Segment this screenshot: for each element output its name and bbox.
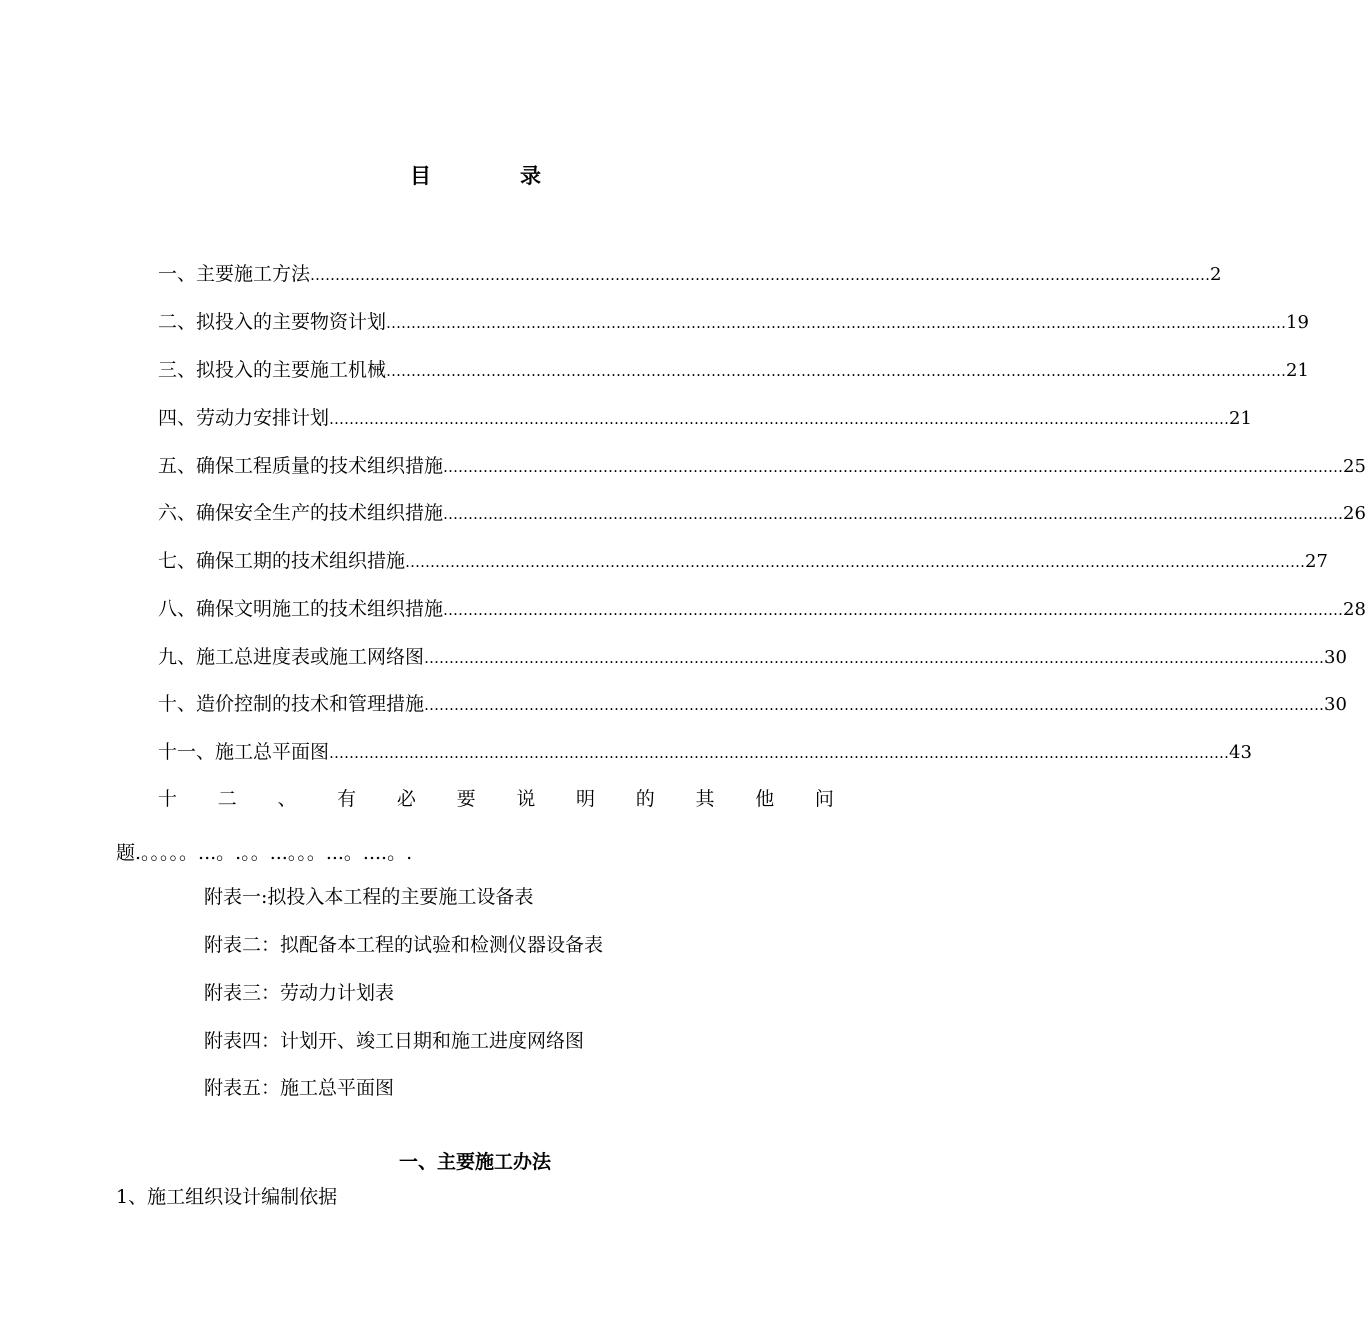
toc-entry-label: 四、劳动力安排计划: [158, 407, 330, 429]
toc-entry-page: 43: [1229, 742, 1252, 763]
toc-entry-label: 九、施工总进度表或施工网络图: [158, 646, 425, 668]
toc-entry-label: 七、确保工期的技术组织措施: [158, 550, 406, 572]
toc-entry[interactable]: [158, 737, 1252, 767]
toc-entry-12-char: 其: [695, 788, 715, 810]
toc-entry-12-char: 要: [456, 788, 476, 810]
toc-entry-label: 十、造价控制的技术和管理措施: [158, 693, 425, 715]
toc-leader-dots: ………………………………………………………………………………………………………………………………………………………………: [386, 314, 1287, 332]
toc-entry-page: 30: [1324, 694, 1347, 715]
appendix-item[interactable]: 附表三：劳动力计划表: [204, 982, 395, 1004]
toc-leader-dots: ………………………………………………………………………………………………………………………………………………………………: [443, 505, 1344, 523]
toc-title: [0, 160, 950, 192]
toc-entry-12-char: 必: [396, 788, 416, 810]
appendix-item[interactable]: 附表五：施工总平面图: [204, 1077, 395, 1099]
toc-entry-12-char: 二: [217, 788, 237, 810]
toc-entry-label: 六、确保安全生产的技术组织措施: [158, 502, 444, 524]
toc-entry-12-char: 的: [635, 788, 655, 810]
toc-entry-page: 30: [1324, 647, 1347, 668]
toc-entry[interactable]: [158, 307, 1309, 337]
toc-entry-12-char: 说: [516, 788, 536, 810]
toc-leader-dots: ………………………………………………………………………………………………………………………………………………………………: [329, 410, 1230, 428]
toc-leader-dots: ………………………………………………………………………………………………………………………………………………………………: [386, 362, 1287, 380]
toc-leader-dots: ………………………………………………………………………………………………………………………………………………………………: [405, 553, 1306, 571]
toc-entry-12-char: 十: [158, 788, 178, 810]
toc-entry-page: 21: [1286, 360, 1309, 381]
toc-entry-page: 2: [1210, 264, 1222, 285]
toc-entry[interactable]: [158, 451, 1366, 481]
toc-entry-12-char: 有: [337, 788, 357, 810]
toc-entry[interactable]: [158, 259, 1222, 289]
toc-entry[interactable]: [158, 594, 1366, 624]
toc-entry-page: 21: [1229, 408, 1252, 429]
toc-entry[interactable]: [158, 642, 1347, 672]
toc-entry-12[interactable]: [158, 784, 834, 814]
toc-leader-dots: ………………………………………………………………………………………………………………………………………………………………: [310, 266, 1211, 284]
toc-entry-12-continuation: 题.。。。。。...。.。。...。。。...。....。.: [116, 842, 413, 864]
toc-entry[interactable]: [158, 403, 1252, 433]
toc-entry[interactable]: [158, 355, 1309, 385]
toc-leader-dots: ………………………………………………………………………………………………………………………………………………………………: [329, 744, 1230, 762]
toc-entry-page: 28: [1343, 599, 1366, 620]
sub-heading: 1、施工组织设计编制依据: [116, 1186, 338, 1208]
appendix-item[interactable]: 附表二：拟配备本工程的试验和检测仪器设备表: [204, 934, 604, 956]
appendix-item[interactable]: 附表一:拟投入本工程的主要施工设备表: [204, 886, 534, 908]
toc-title-char-2: 录: [520, 163, 541, 188]
toc-entry-label: 三、拟投入的主要施工机械: [158, 359, 387, 381]
section-heading: 一、主要施工办法: [398, 1151, 551, 1173]
toc-entry-page: 27: [1305, 551, 1328, 572]
toc-entry[interactable]: [158, 546, 1328, 576]
toc-entry-label: 一、主要施工方法: [158, 263, 311, 285]
toc-entry-12-char: 他: [755, 788, 775, 810]
toc-leader-dots: ………………………………………………………………………………………………………………………………………………………………: [424, 649, 1325, 667]
toc-entry-12-char: 明: [576, 788, 596, 810]
toc-entry-12-char: 、: [277, 788, 297, 810]
appendix-item[interactable]: 附表四：计划开、竣工日期和施工进度网络图: [204, 1030, 585, 1052]
toc-entry-page: 26: [1343, 503, 1366, 524]
toc-entry-page: 19: [1286, 312, 1309, 333]
toc-entry[interactable]: [158, 689, 1347, 719]
toc-entry-12-char: 问: [814, 788, 834, 810]
toc-entry-label: 十一、施工总平面图: [158, 741, 330, 763]
toc-entry[interactable]: [158, 498, 1366, 528]
toc-leader-dots: ………………………………………………………………………………………………………………………………………………………………: [424, 696, 1325, 714]
toc-leader-dots: ………………………………………………………………………………………………………………………………………………………………: [443, 601, 1344, 619]
toc-entry-label: 二、拟投入的主要物资计划: [158, 311, 387, 333]
toc-title-char-1: 目: [410, 163, 431, 188]
toc-leader-dots: ………………………………………………………………………………………………………………………………………………………………: [443, 458, 1344, 476]
toc-entry-label: 八、确保文明施工的技术组织措施: [158, 598, 444, 620]
toc-entry-label: 五、确保工程质量的技术组织措施: [158, 455, 444, 477]
toc-entry-page: 25: [1343, 456, 1366, 477]
